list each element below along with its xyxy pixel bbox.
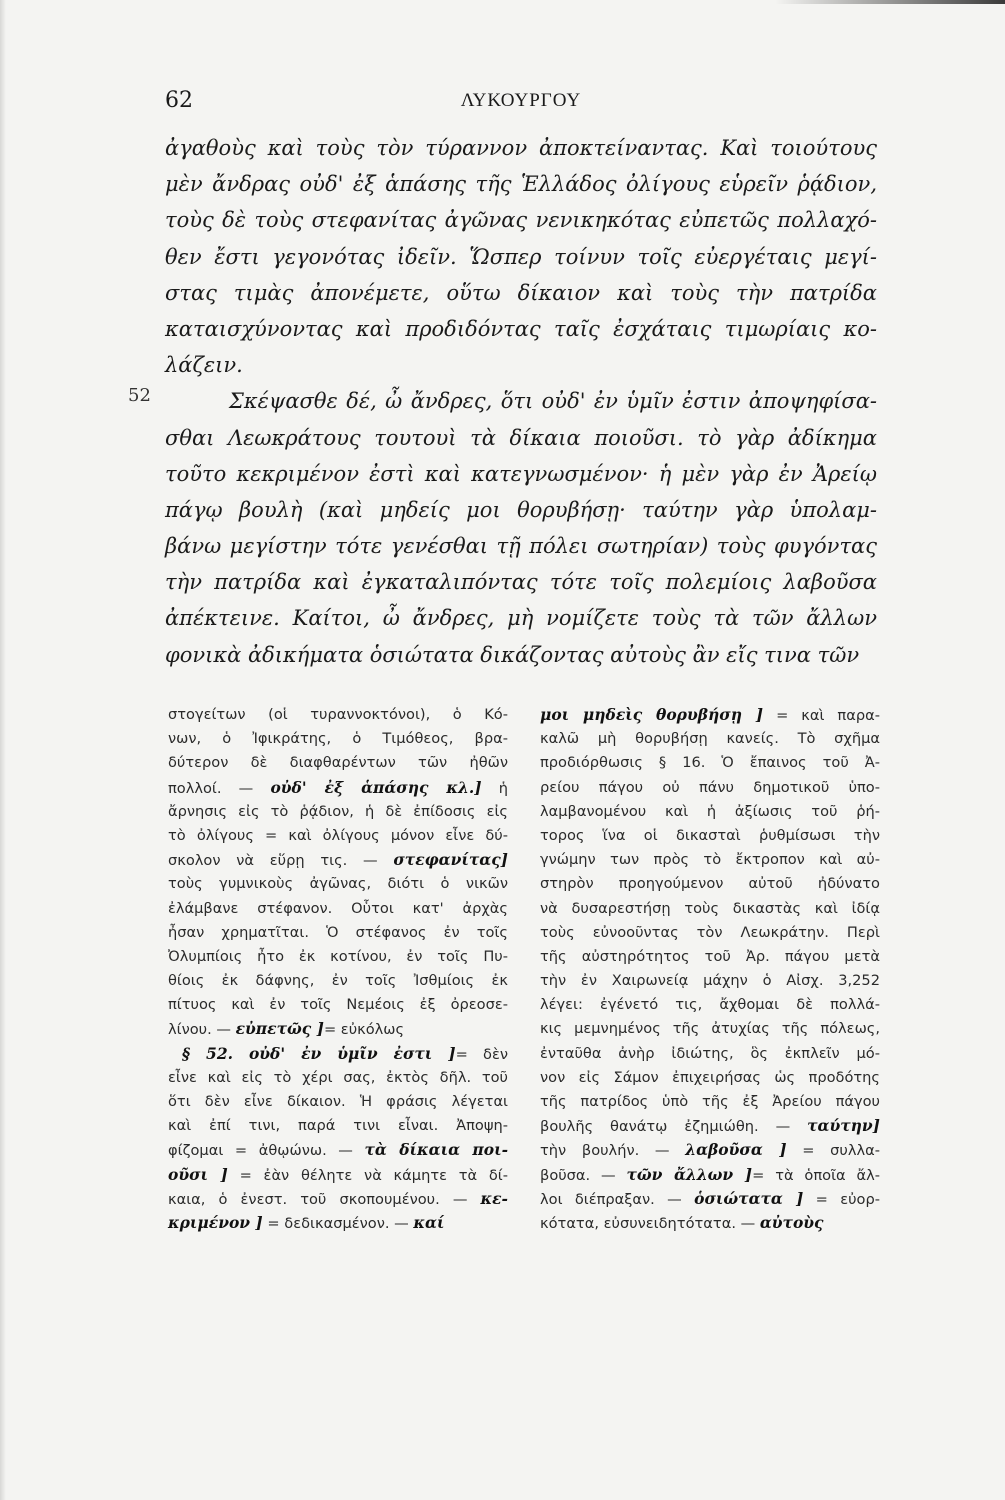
- commentary-line: [540, 751, 880, 775]
- commentary-text: νων, ὁ Ἰφικράτης, ὁ Τιμόθεος, βρα-: [168, 730, 508, 748]
- main-text-line: καταισχύνοντας καὶ προδιδόντας ταῖς ἐσχάταις τιμωρίαις κο-: [165, 316, 877, 341]
- commentary-lemma: οῦσι ]: [168, 1164, 228, 1184]
- commentary-text: λαμβανομένου καὶ ἡ ἀξίωσις τοῦ ῥή-: [540, 802, 880, 820]
- commentary-lemma: καί: [413, 1212, 445, 1232]
- commentary-text: θίοις ἐκ δάφνης, ἐν τοῖς Ἰσθμίοις ἐκ: [168, 972, 508, 990]
- main-text-line: θεν ἔστι γεγονότας ἰδεῖν. Ὥσπερ τοίνυν τοῖς εὐεργέταις μεγί-: [165, 244, 877, 269]
- commentary-line: [168, 1187, 508, 1211]
- commentary-line: [540, 1163, 880, 1187]
- commentary-line: [168, 872, 508, 896]
- scan-corner-shadow: [775, 0, 1005, 4]
- commentary-text: = ἐὰν θέλητε νὰ κάμητε τὰ δί-: [227, 1166, 508, 1184]
- commentary-lemma: στεφανίτας]: [393, 850, 508, 870]
- commentary-text: τῆς αὐστηρότητος τοῦ Ἀρ. πάγου μετὰ: [540, 947, 880, 965]
- commentary-text: καια, ὁ ἐνεστ. τοῦ σκοπουμένου. —: [168, 1190, 481, 1208]
- commentary-line: [168, 1017, 508, 1041]
- commentary-line: [168, 1211, 508, 1235]
- commentary-line: [540, 897, 880, 921]
- commentary-line: [168, 969, 508, 993]
- commentary-text: βουλῆς θανάτῳ ἐζημιώθη. —: [540, 1118, 808, 1136]
- commentary-lemma: τὰ δίκαια ποι-: [364, 1140, 508, 1160]
- main-text-line: Σκέψασθε δέ, ὦ ἄνδρες, ὅτι οὐδ' ἐν ὑμῖν ἐστιν ἀποψηφίσα-: [229, 389, 877, 414]
- commentary-text: σκολον νὰ εὕρῃ τις. —: [168, 852, 394, 870]
- commentary-text: τοὺς γυμνικοὺς ἀγῶνας, διότι ὁ νικῶν: [168, 875, 508, 893]
- commentary-text: τοὺς εὐνοοῦντας τὸν Λεωκράτην. Περὶ: [540, 923, 880, 941]
- main-text-line: τὴν πατρίδα καὶ ἐγκαταλιπόντας τότε τοῖς πολεμίοις λαβοῦσα: [165, 570, 877, 595]
- main-text-line: τοῦτο κεκριμένον ἐστὶ καὶ κατεγνωσμένον· ἡ μὲν γὰρ ἐν Ἀρείῳ: [165, 461, 877, 486]
- main-text-line: σθαι Λεωκράτους τουτουὶ τὰ δίκαια ποιοῦσι. τὸ γὰρ ἀδίκημα: [165, 425, 877, 450]
- commentary-text: κότατα, εὐσυνειδητότατα. —: [540, 1214, 760, 1232]
- main-text-line: φονικὰ ἀδικήματα ὁσιώτατα δικάζοντας αὐτοὺς ἂν εἴς τινα τῶν: [165, 642, 860, 667]
- commentary-right-column: [540, 703, 880, 1235]
- commentary-lemma: οὐδ' ἐν ὑμῖν ἐστι ]: [248, 1043, 456, 1063]
- commentary-line: [540, 776, 880, 800]
- commentary-text: λίνου. —: [168, 1021, 236, 1039]
- commentary-text: ἐνταῦθα ἀνὴρ ἰδιώτης, ὃς ἐκπλεῖν μό-: [540, 1044, 880, 1062]
- commentary-line: [540, 1090, 880, 1114]
- main-text-line: τοὺς δὲ τοὺς στεφανίτας ἀγῶνας νενικηκότας εὐπετῶς πολλαχό-: [165, 208, 877, 233]
- running-head: ΛΥΚΟΥΡΓΟΥ: [460, 90, 582, 111]
- commentary-text: δύτερον δὲ διαφθαρέντων τῶν ἠθῶν: [168, 754, 508, 772]
- main-text-line: βάνω μεγίστην τότε γενέσθαι τῇ πόλει σωτηρίαν) τοὺς φυγόντας: [165, 534, 877, 559]
- commentary-line: [168, 1042, 508, 1066]
- commentary-line: [168, 993, 508, 1017]
- commentary-text: = δὲν: [455, 1045, 508, 1063]
- page-edge-shadow: [0, 0, 6, 1500]
- commentary-line: [168, 848, 508, 872]
- main-text-line: μὲν ἄνδρας οὐδ' ἐξ ἁπάσης τῆς Ἑλλάδος ὀλίγους εὑρεῖν ῥᾴδιον,: [165, 172, 877, 197]
- commentary-text: = εὐκόλως: [323, 1021, 405, 1039]
- main-text-line: ἀπέκτεινε. Καίτοι, ὦ ἄνδρες, μὴ νομίζετε τοὺς τὰ τῶν ἄλλων: [165, 606, 877, 631]
- commentary-text: ρείου πάγου οὐ πάνυ δημοτικοῦ ὑπο-: [540, 778, 880, 796]
- commentary-line: [168, 776, 508, 800]
- commentary-lemma: κριμένον ]: [168, 1212, 263, 1232]
- commentary-text: ἡ: [481, 779, 508, 797]
- commentary-line: [540, 848, 880, 872]
- commentary-line: [540, 1211, 880, 1235]
- commentary-line: [168, 1066, 508, 1090]
- commentary-line: [168, 897, 508, 921]
- commentary-text: φίζομαι = ἀθῳώνω. —: [168, 1142, 365, 1160]
- commentary-text: στηρὸν προηγούμενον αὐτοῦ ἠδύνατο: [540, 875, 880, 893]
- commentary-text: νὰ δυσαρεστήσῃ τοὺς δικαστὰς καὶ ἰδίᾳ: [540, 899, 880, 917]
- commentary-text: καλῶ μὴ θορυβήσῃ κανείς. Τὸ σχῆμα: [540, 730, 880, 748]
- commentary-text: Ὀλυμπίοις ἦτο ἐκ κοτίνου, ἐν τοῖς Πυ-: [168, 947, 508, 965]
- commentary-line: [540, 921, 880, 945]
- commentary-text: λοι διέπραξαν. —: [540, 1190, 695, 1208]
- commentary-text: λέγει: ἐγένετό τις, ἄχθομαι δὲ πολλά-: [540, 996, 880, 1014]
- commentary-line: [168, 751, 508, 775]
- commentary-line: [168, 1163, 508, 1187]
- commentary-line: [540, 1138, 880, 1162]
- commentary-text: βοῦσα. —: [540, 1166, 627, 1184]
- commentary-lemma: § 52.: [182, 1043, 249, 1063]
- commentary-line: [168, 945, 508, 969]
- commentary-text: στογείτων (οἱ τυραννοκτόνοι), ὁ Κό-: [168, 706, 508, 723]
- commentary-text: = εὐορ-: [803, 1190, 880, 1208]
- commentary-text: ἄρνησις εἰς τὸ ῥᾴδιον, ἡ δὲ ἐπίδοσις εἰς: [168, 802, 508, 820]
- commentary-text: καὶ ἐπί τινι, παρά τινι εἶναι. Ἀποψη-: [168, 1117, 508, 1135]
- commentary-line: [540, 1042, 880, 1066]
- commentary-line: [168, 800, 508, 824]
- commentary-line: [540, 727, 880, 751]
- commentary-text: ἦσαν χρηματῖται. Ὁ στέφανος ἐν τοῖς: [168, 923, 508, 941]
- commentary-text: κις μεμνημένος τῆς ἀτυχίας τῆς πόλεως,: [540, 1020, 880, 1038]
- commentary-lemma: λαβοῦσα ]: [685, 1140, 787, 1160]
- commentary-text: γνώμην των πρὸς τὸ ἔκτροπον καὶ αὐ-: [540, 851, 880, 869]
- commentary-line: [540, 993, 880, 1017]
- commentary-text: εἶνε καὶ εἰς τὸ χέρι σας, ἐκτὸς δῆλ. τοῦ: [168, 1068, 508, 1086]
- commentary-line: [540, 800, 880, 824]
- page-header: [165, 88, 877, 118]
- commentary-line: [540, 824, 880, 848]
- commentary-lemma: τῶν ἄλλων ]: [626, 1164, 753, 1184]
- commentary-text: τὸ ὀλίγους = καὶ ὀλίγους μόνον εἶνε δύ-: [168, 826, 508, 844]
- page-number: 62: [165, 88, 193, 113]
- commentary-line: [168, 727, 508, 751]
- commentary-text: νον εἰς Σάμον ἐπιχειρήσας ὡς προδότης: [540, 1068, 880, 1086]
- commentary-line: [168, 824, 508, 848]
- commentary-text: τὴν ἐν Χαιρωνείᾳ μάχην ὁ Αἰσχ. 3,252: [540, 972, 880, 990]
- commentary-line: [540, 1066, 880, 1090]
- commentary-text: ἐλάμβανε στέφανον. Οὗτοι κατ' ἀρχὰς: [168, 899, 508, 917]
- commentary-lemma: ταύτην]: [807, 1116, 880, 1136]
- commentary-left-column: [168, 703, 508, 1235]
- commentary-line: [168, 1114, 508, 1138]
- commentary-lemma: ὁσιώτατα ]: [694, 1188, 804, 1208]
- commentary-text: προδιόρθωσις § 16. Ὁ ἔπαινος τοῦ Ἀ-: [540, 754, 880, 772]
- commentary-line: [540, 1017, 880, 1041]
- commentary-text: = δεδικασμένον. —: [262, 1214, 414, 1232]
- main-greek-text: [165, 130, 877, 673]
- commentary-line: [540, 1187, 880, 1211]
- commentary-text: πίτυος καὶ ἐν τοῖς Νεμέοις ἐξ ὀρεοσε-: [168, 996, 508, 1014]
- commentary-lemma: αὐτοὺς: [759, 1212, 824, 1232]
- commentary-line: [540, 703, 880, 727]
- main-text-line: πάγῳ βουλὴ (καὶ μηδείς μοι θορυβήσῃ· ταύτην γὰρ ὑπολαμ-: [165, 497, 877, 522]
- commentary-text: πολλοί. —: [168, 779, 271, 797]
- commentary-line: [540, 969, 880, 993]
- commentary-line: [168, 1138, 508, 1162]
- commentary-text: τῆς πατρίδος ὑπὸ τῆς ἐξ Ἀρείου πάγου: [540, 1093, 880, 1110]
- commentary-line: [168, 703, 508, 727]
- commentary-line: [168, 921, 508, 945]
- section-margin-number: 52: [128, 385, 151, 406]
- main-text-line: λάζειν.: [165, 353, 243, 378]
- commentary-line: [540, 1114, 880, 1138]
- commentary-line: [540, 945, 880, 969]
- commentary-text: τορος ἵνα οἱ δικασταὶ ῥυθμίσωσι τὴν: [540, 826, 880, 844]
- commentary-lemma: οὐδ' ἐξ ἁπάσης κλ.]: [270, 777, 482, 797]
- commentary-text: = τὰ ὁποῖα ἄλ-: [752, 1166, 880, 1184]
- commentary-lemma: εὐπετῶς ]: [235, 1019, 324, 1039]
- commentary-line: [168, 1090, 508, 1114]
- main-text-line: ἀγαθοὺς καὶ τοὺς τὸν τύραννον ἀποκτείναντας. Καὶ τοιούτους: [165, 136, 877, 160]
- commentary-line: [540, 872, 880, 896]
- commentary-text: = συλλα-: [786, 1142, 881, 1160]
- main-text-line: στας τιμὰς ἀπονέμετε, οὕτω δίκαιον καὶ τοὺς τὴν πατρίδα: [165, 280, 877, 305]
- commentary-text: τὴν βουλήν. —: [540, 1142, 686, 1160]
- commentary-lemma: κε-: [480, 1188, 508, 1208]
- commentary-lemma: μοι μηδεὶς θορυβήσῃ ]: [540, 705, 764, 724]
- commentary-text: ὅτι δὲν εἶνε δίκαιον. Ἡ φράσις λέγεται: [168, 1093, 508, 1110]
- commentary-text: = καὶ παρα-: [763, 707, 880, 724]
